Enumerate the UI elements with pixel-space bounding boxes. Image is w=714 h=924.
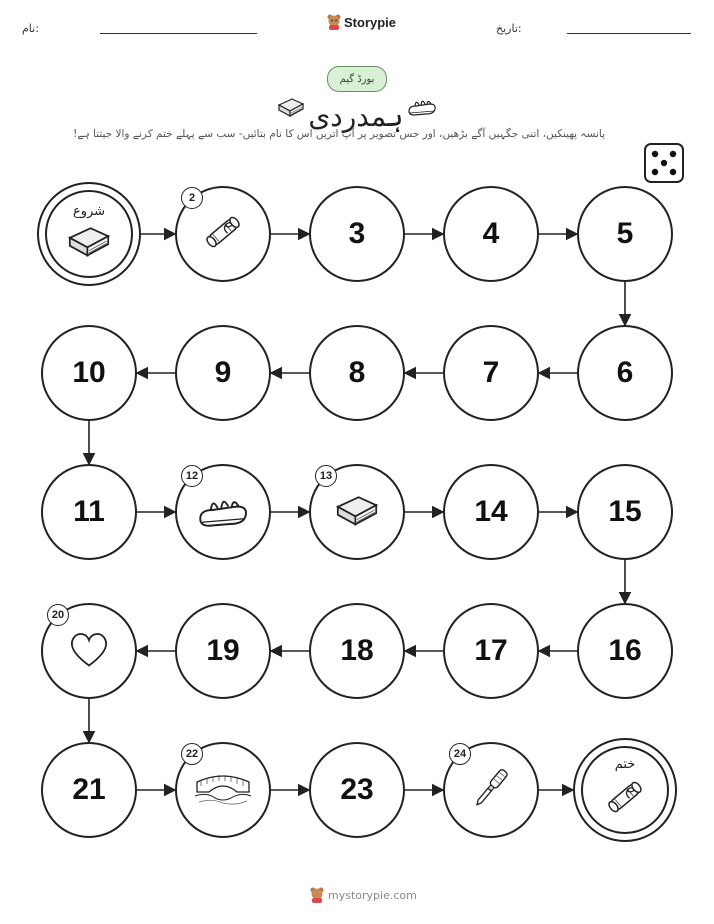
board-space-17 bbox=[443, 603, 539, 699]
board-space-6 bbox=[577, 325, 673, 421]
book-icon bbox=[65, 221, 113, 265]
space-number: 21 bbox=[72, 773, 106, 806]
space-number-badge: 24 bbox=[449, 743, 471, 765]
board-space-10 bbox=[41, 325, 137, 421]
space-number: 5 bbox=[616, 217, 634, 250]
board-game-pill: بورڈ گیم bbox=[327, 66, 387, 92]
board-space-19 bbox=[175, 603, 271, 699]
board-space-21 bbox=[41, 742, 137, 838]
scroll-icon bbox=[200, 209, 246, 259]
space-number: 15 bbox=[608, 495, 642, 528]
board-space-18 bbox=[309, 603, 405, 699]
space-number-badge: 20 bbox=[47, 604, 69, 626]
board-space-15 bbox=[577, 464, 673, 560]
instructions: پانسہ پھینکیں، اتنی جگہیں آگے بڑھیں، اور جس تصویر پر آپ اتریں اس کا نام بتائیں- سب سے پہلے ختم کرنے والا جیتتا ہے! bbox=[73, 128, 605, 140]
page-title: ہمدردی bbox=[308, 100, 404, 133]
space-number: 14 bbox=[474, 495, 508, 528]
space-number: 23 bbox=[340, 773, 374, 806]
sandal-icon bbox=[194, 489, 252, 535]
finish-space bbox=[581, 746, 669, 834]
space-number: 10 bbox=[72, 356, 106, 389]
space-number: 9 bbox=[214, 356, 232, 389]
footer bbox=[310, 887, 417, 903]
board-space-14 bbox=[443, 464, 539, 560]
space-number: 16 bbox=[608, 634, 642, 667]
start-label: شروع bbox=[72, 203, 106, 219]
start-space bbox=[45, 190, 133, 278]
space-number: 8 bbox=[348, 356, 366, 389]
book-icon bbox=[333, 490, 381, 534]
board-space-11 bbox=[41, 464, 137, 560]
date-label: تاریخ: bbox=[496, 22, 522, 35]
space-number: 11 bbox=[73, 495, 105, 528]
bear-footer-icon bbox=[310, 887, 324, 903]
space-number-badge: 22 bbox=[181, 743, 203, 765]
board-space-9 bbox=[175, 325, 271, 421]
bridge-icon bbox=[193, 768, 253, 812]
name-label: نام: bbox=[22, 22, 39, 35]
board-space-4 bbox=[443, 186, 539, 282]
board-space-5 bbox=[577, 186, 673, 282]
board-space-3 bbox=[309, 186, 405, 282]
space-number: 17 bbox=[474, 634, 508, 667]
space-number: 7 bbox=[482, 356, 500, 389]
space-number: 19 bbox=[206, 634, 240, 667]
space-number-badge: 12 bbox=[181, 465, 203, 487]
space-number: 3 bbox=[348, 217, 366, 250]
chisel-icon bbox=[469, 764, 513, 816]
space-number: 6 bbox=[616, 356, 634, 389]
scroll-icon bbox=[602, 774, 648, 824]
space-number: 4 bbox=[482, 217, 500, 250]
heart-icon bbox=[67, 629, 111, 673]
board-space-16 bbox=[577, 603, 673, 699]
board-space-7 bbox=[443, 325, 539, 421]
space-number-badge: 2 bbox=[181, 187, 203, 209]
space-number: 18 bbox=[340, 634, 374, 667]
board-space-8 bbox=[309, 325, 405, 421]
space-number-badge: 13 bbox=[315, 465, 337, 487]
board-space-23 bbox=[309, 742, 405, 838]
footer-url: mystorypie.com bbox=[328, 888, 417, 902]
finish-label: ختم bbox=[614, 756, 636, 772]
brand-name: Storypie bbox=[344, 14, 397, 30]
